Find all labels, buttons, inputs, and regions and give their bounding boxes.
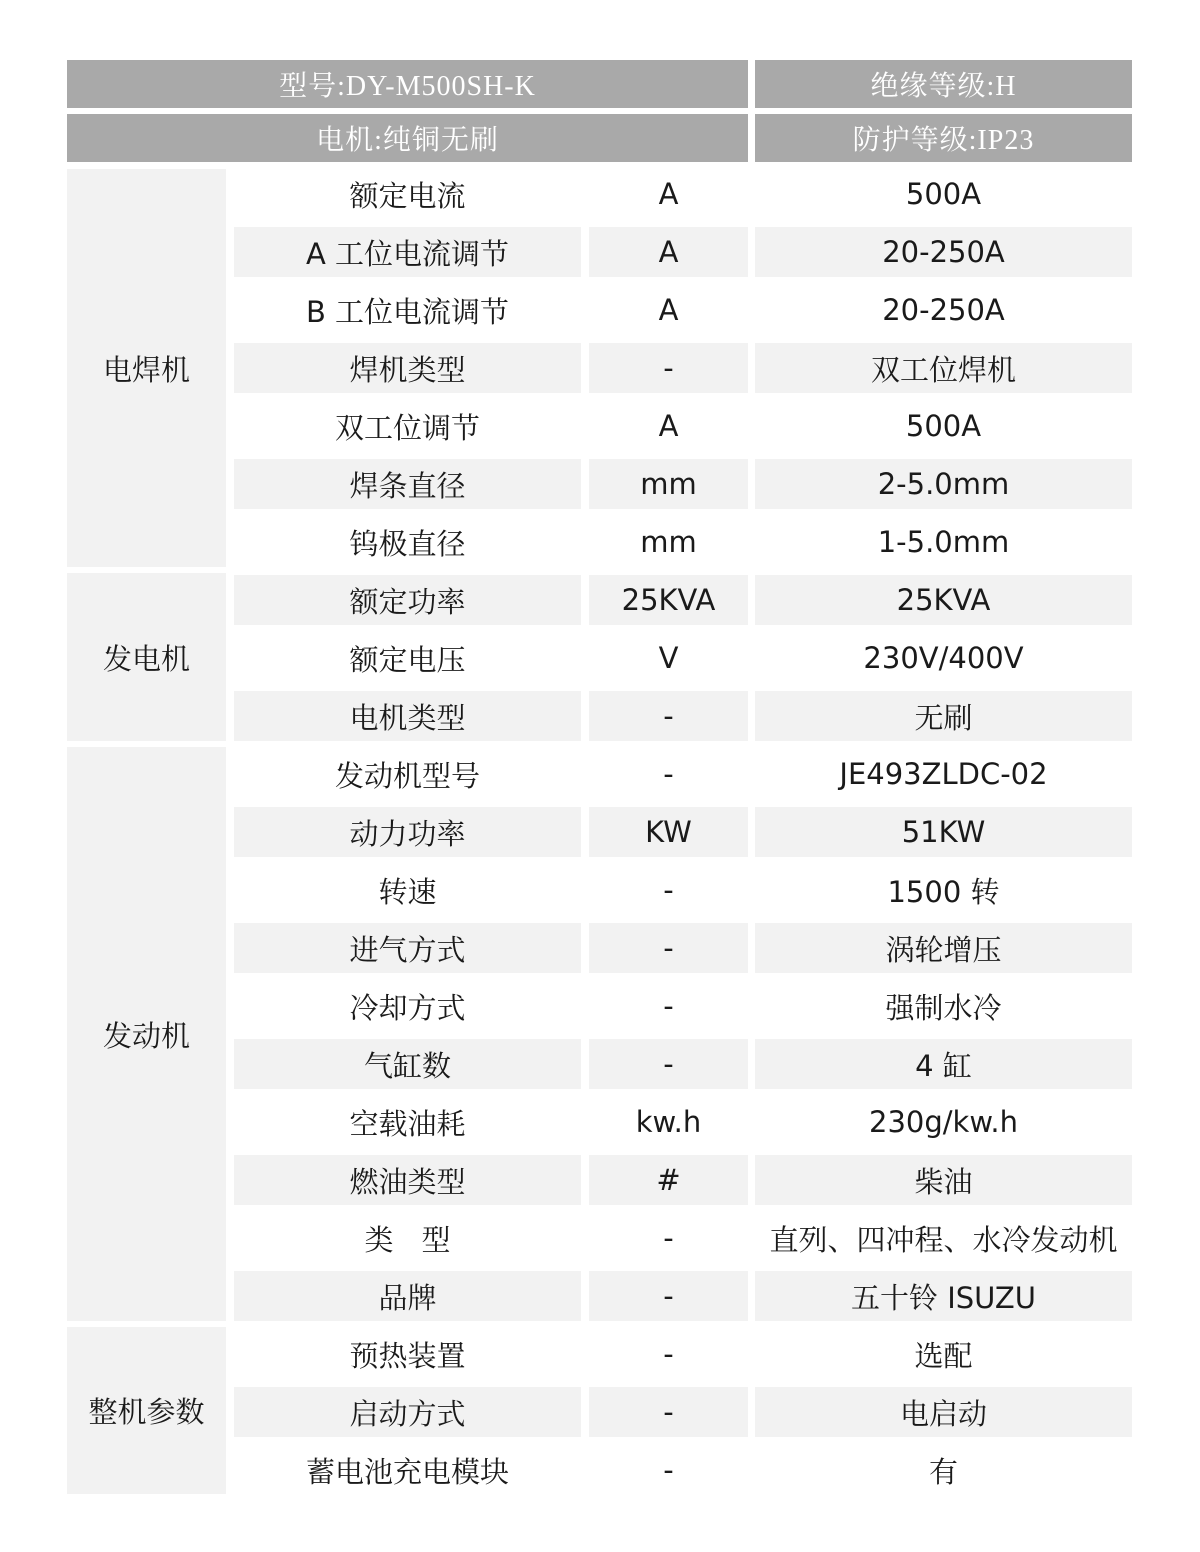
param-cell: 额定电流 (349, 178, 466, 213)
unit-cell: - (589, 343, 748, 393)
value-cell: 无刷 (755, 691, 1132, 741)
value-cell: 双工位焊机 (755, 343, 1132, 393)
unit-cell: A (658, 177, 679, 211)
value-cell: 51KW (755, 807, 1132, 857)
unit-cell: - (589, 1387, 748, 1437)
value-cell: 230V/400V (863, 641, 1024, 675)
param-cell: 品牌 (234, 1271, 581, 1321)
unit-cell: kw.h (635, 1105, 702, 1139)
param-cell: 预热装置 (349, 1338, 466, 1373)
value-cell: 25KVA (755, 575, 1132, 625)
value-cell: 20-250A (755, 227, 1132, 277)
value-cell: 有 (928, 1454, 958, 1489)
unit-cell: A (658, 409, 679, 443)
param-cell: 焊机类型 (234, 343, 581, 393)
unit-cell: - (663, 757, 674, 791)
unit-cell: A (589, 227, 748, 277)
param-cell: 气缸数 (234, 1039, 581, 1089)
param-cell: 冷却方式 (349, 990, 466, 1025)
unit-cell: - (663, 1221, 674, 1255)
param-cell: 燃油类型 (234, 1155, 581, 1205)
unit-cell: - (589, 691, 748, 741)
unit-cell: 25KVA (589, 575, 748, 625)
value-cell: 选配 (914, 1338, 973, 1373)
unit-cell: - (663, 989, 674, 1023)
value-cell: 强制水冷 (885, 990, 1002, 1025)
unit-cell: - (589, 1039, 748, 1089)
param-cell: 动力功率 (234, 807, 581, 857)
unit-cell: V (658, 641, 679, 675)
unit-cell: - (589, 1271, 748, 1321)
category-label: 整机参数 (67, 1327, 226, 1494)
insulation-header: 绝缘等级:H (755, 60, 1132, 108)
value-cell: 2-5.0mm (755, 459, 1132, 509)
unit-cell: - (589, 923, 748, 973)
category-label: 发动机 (67, 747, 226, 1321)
motor-header: 电机:纯铜无刷 (67, 114, 748, 162)
unit-cell: # (589, 1155, 748, 1205)
value-cell: 柴油 (755, 1155, 1132, 1205)
param-cell: 启动方式 (234, 1387, 581, 1437)
param-cell: B 工位电流调节 (305, 294, 510, 329)
value-cell: 500A (905, 409, 982, 443)
unit-cell: KW (589, 807, 748, 857)
unit-cell: A (658, 293, 679, 327)
unit-cell: - (663, 1337, 674, 1371)
param-cell: 焊条直径 (234, 459, 581, 509)
param-cell: 额定电压 (349, 642, 466, 677)
param-cell: 进气方式 (234, 923, 581, 973)
unit-cell: - (663, 873, 674, 907)
value-cell: 1-5.0mm (877, 525, 1010, 559)
category-label: 发电机 (67, 573, 226, 741)
param-cell: 钨极直径 (349, 526, 466, 561)
unit-cell: - (663, 1453, 674, 1487)
value-cell: 4 缸 (755, 1039, 1132, 1089)
value-cell: 五十铃 ISUZU (755, 1271, 1132, 1321)
protection-header: 防护等级:IP23 (755, 114, 1132, 162)
param-cell: 转速 (378, 874, 437, 909)
value-cell: 20-250A (882, 293, 1005, 327)
param-cell: 发动机型号 (334, 758, 480, 793)
param-cell: 类型 (364, 1222, 479, 1257)
category-label: 电焊机 (67, 169, 226, 567)
value-cell: 电启动 (755, 1387, 1132, 1437)
param-cell: 双工位调节 (334, 410, 480, 445)
value-cell: 500A (905, 177, 982, 211)
value-cell: 涡轮增压 (755, 923, 1132, 973)
param-cell: A 工位电流调节 (234, 227, 581, 277)
param-cell: 空载油耗 (349, 1106, 466, 1141)
param-cell: 额定功率 (234, 575, 581, 625)
value-cell: 230g/kw.h (869, 1105, 1018, 1139)
value-cell: 直列、四冲程、水冷发动机 (769, 1222, 1118, 1257)
value-cell: JE493ZLDC-02 (839, 757, 1048, 791)
param-cell: 电机类型 (234, 691, 581, 741)
unit-cell: mm (640, 525, 697, 559)
unit-cell: mm (589, 459, 748, 509)
model-header: 型号:DY-M500SH-K (67, 60, 748, 108)
param-cell: 蓄电池充电模块 (305, 1454, 509, 1489)
value-cell: 1500 转 (887, 874, 1000, 909)
